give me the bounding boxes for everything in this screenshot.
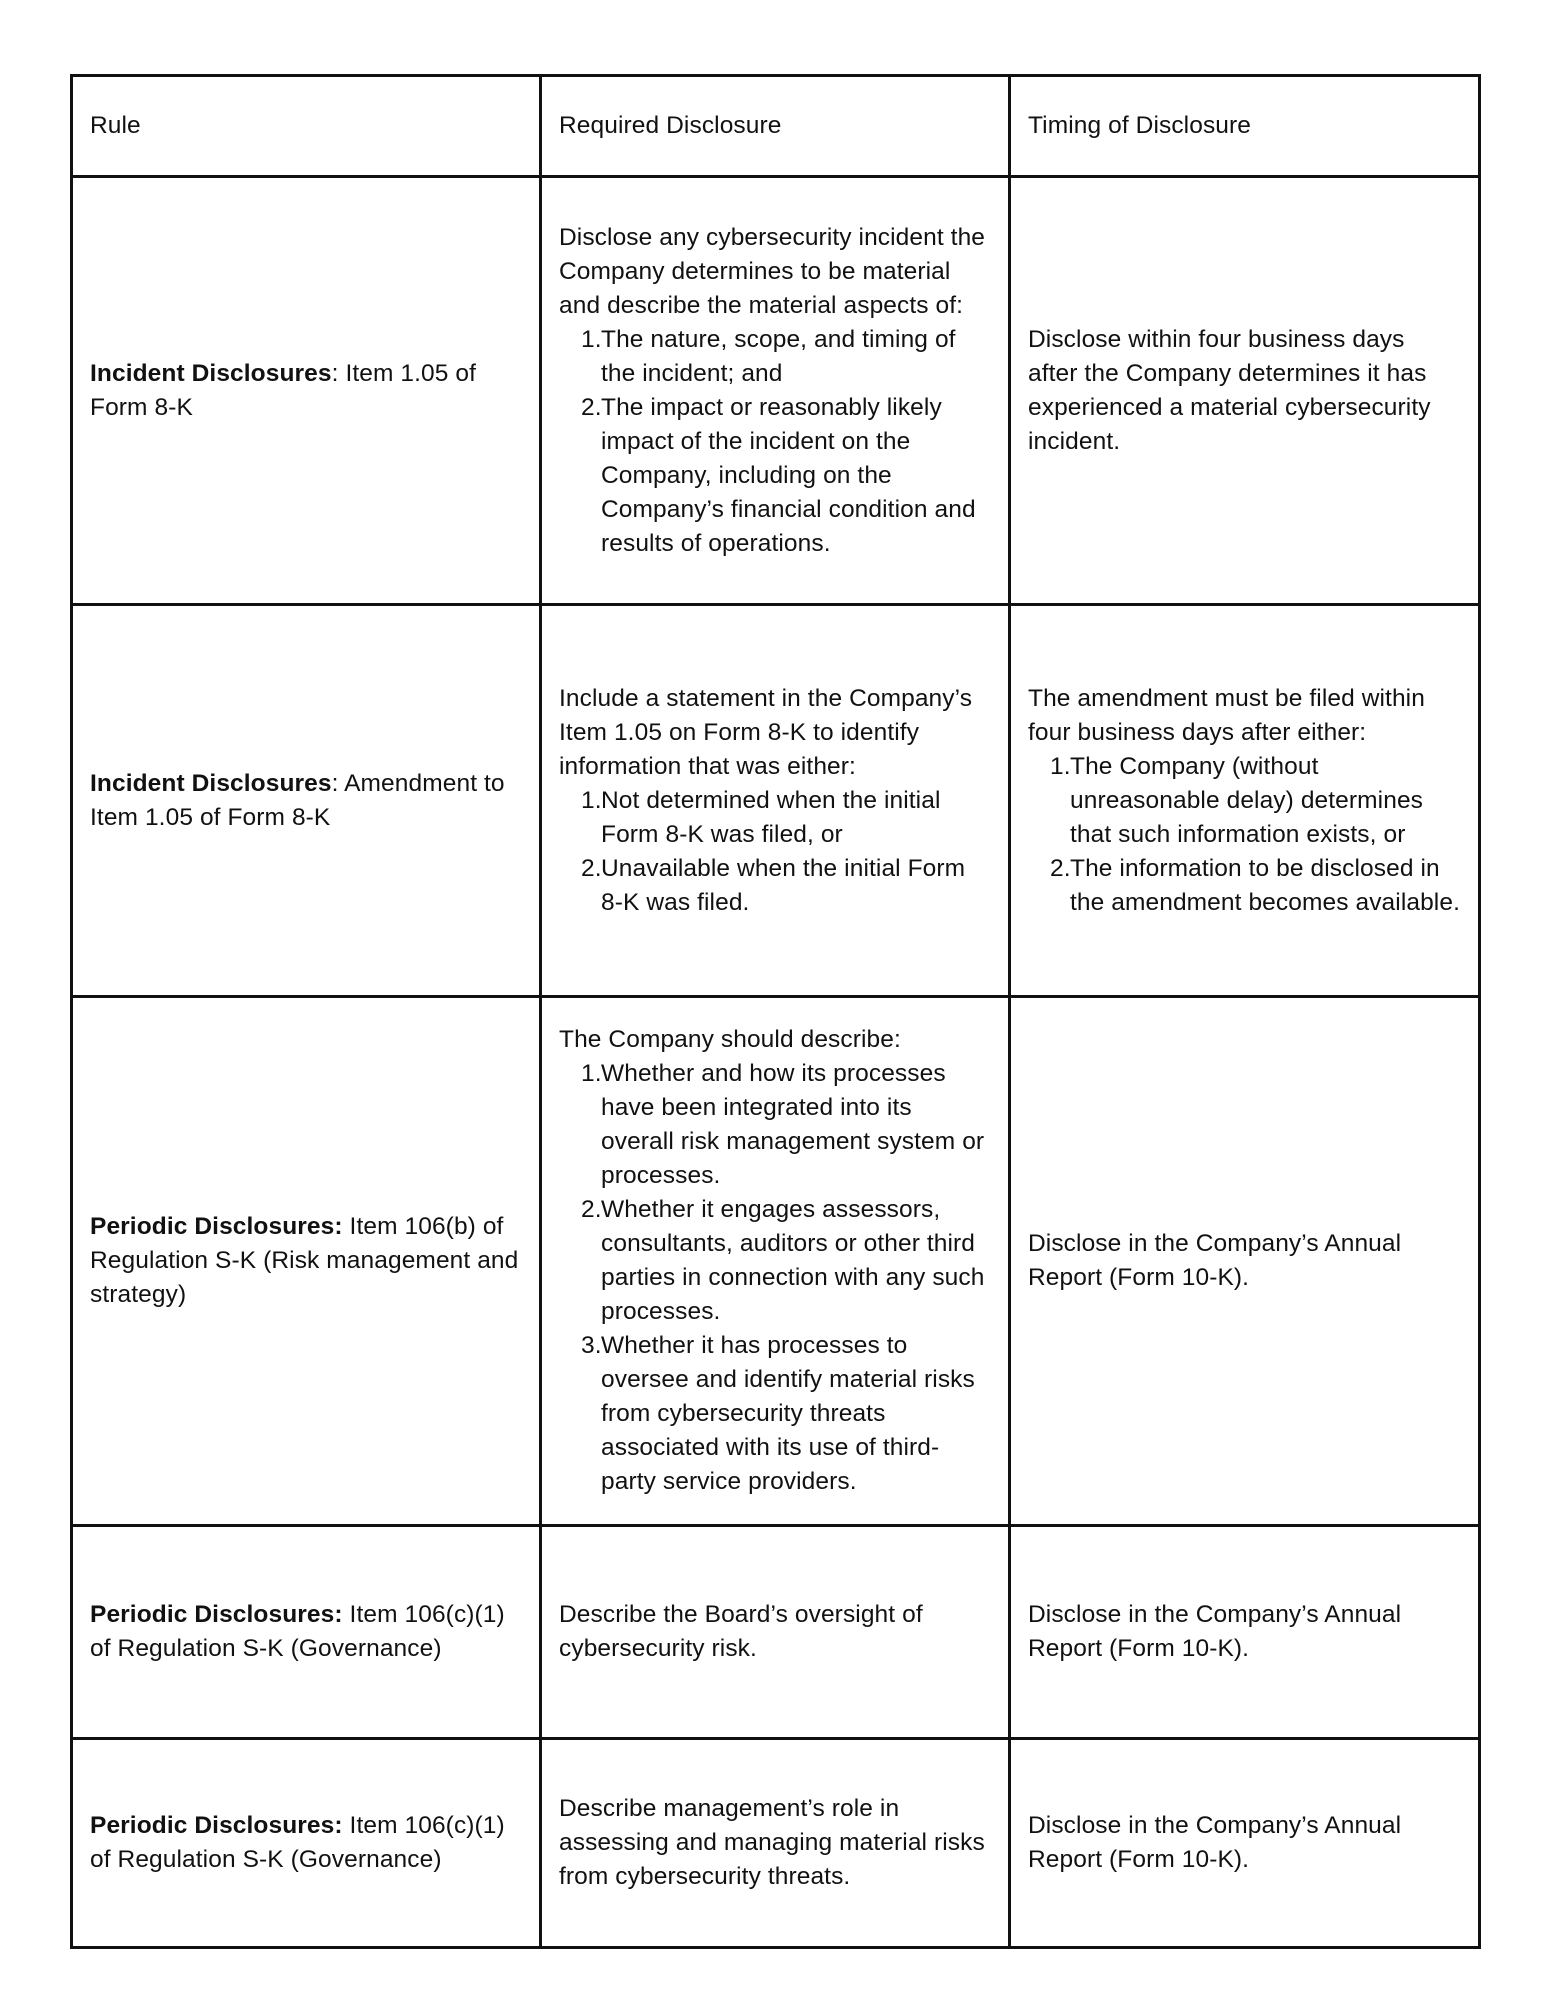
required-intro: Disclose any cybersecurity incident the Company determines to be material and describe the material aspects of: bbox=[559, 223, 986, 319]
list-item bbox=[1050, 750, 1460, 852]
table-row bbox=[72, 997, 1480, 1526]
rule-cell bbox=[72, 177, 541, 605]
timing-list bbox=[1028, 750, 1460, 920]
required-intro: Describe management’s role in assessing and managing material risks from cybersecurity threats. bbox=[559, 1795, 985, 1890]
rule-reference: Item 106(c)(1) of Regulation S-K (Governance) bbox=[90, 1812, 505, 1873]
list-text: Whether it has processes to oversee and identify material risks from cybersecurity threats associated with its use of third-party service providers. bbox=[601, 1332, 975, 1495]
list-item bbox=[581, 323, 990, 391]
rule-label: Periodic Disclosures: bbox=[90, 1601, 343, 1628]
required-intro: Include a statement in the Company’s Item 1.05 on Form 8-K to identify information that was either: bbox=[559, 684, 973, 780]
rule-reference: Item 106(c)(1) of Regulation S-K (Governance) bbox=[90, 1601, 505, 1662]
required-disclosure-cell bbox=[541, 1739, 1010, 1948]
required-intro: The Company should describe: bbox=[559, 1026, 901, 1053]
timing-text: Disclose in the Company’s Annual Report (Form 10-K). bbox=[1028, 1230, 1402, 1291]
required-list bbox=[559, 784, 990, 920]
list-number: 2. bbox=[581, 1196, 602, 1223]
list-text: The Company (without unreasonable delay) determines that such information exists, or bbox=[1070, 752, 1424, 848]
rule-label: Periodic Disclosures: bbox=[90, 1812, 343, 1839]
header-timing-of-disclosure: Timing of Disclosure bbox=[1010, 76, 1480, 177]
required-intro: Describe the Board’s oversight of cybersecurity risk. bbox=[559, 1601, 923, 1662]
rule-label: Incident Disclosures bbox=[90, 769, 332, 797]
timing-cell bbox=[1010, 997, 1480, 1526]
rule-cell bbox=[72, 1739, 541, 1948]
rule-cell bbox=[72, 1526, 541, 1739]
table-row bbox=[72, 1526, 1480, 1739]
list-text: The impact or reasonably likely impact of the incident on the Company, including on the Company’s financial condition and results of operations. bbox=[601, 393, 976, 557]
rule-cell bbox=[72, 605, 541, 997]
list-item bbox=[581, 1193, 990, 1329]
timing-text: Disclose in the Company’s Annual Report (Form 10-K). bbox=[1028, 1601, 1402, 1662]
rule-label: Incident Disclosures bbox=[90, 359, 332, 387]
timing-cell bbox=[1010, 605, 1480, 997]
list-text: Unavailable when the initial Form 8-K was filed. bbox=[601, 854, 966, 916]
required-disclosure-cell bbox=[541, 1526, 1010, 1739]
list-text: Whether it engages assessors, consultants, auditors or other third parties in connection with any such processes. bbox=[601, 1196, 985, 1325]
list-text: The nature, scope, and timing of the incident; and bbox=[601, 325, 956, 387]
timing-intro: The amendment must be filed within four business days after either: bbox=[1028, 684, 1425, 746]
timing-text: Disclose within four business days after the Company determines it has experienced a material cybersecurity incident. bbox=[1028, 325, 1431, 455]
list-item bbox=[581, 852, 990, 920]
list-number: 1. bbox=[581, 786, 602, 814]
list-number: 1. bbox=[581, 1060, 602, 1087]
header-required-disclosure: Required Disclosure bbox=[541, 76, 1010, 177]
list-item bbox=[581, 391, 990, 561]
header-rule: Rule bbox=[72, 76, 541, 177]
timing-cell bbox=[1010, 1739, 1480, 1948]
table-row bbox=[72, 177, 1480, 605]
list-number: 3. bbox=[581, 1332, 602, 1359]
list-number: 2. bbox=[581, 393, 602, 421]
list-item bbox=[581, 1057, 990, 1193]
list-item bbox=[581, 1329, 990, 1499]
rule-label: Periodic Disclosures: bbox=[90, 1213, 343, 1240]
rule-reference: : Amendment to Item 1.05 of Form 8-K bbox=[90, 769, 505, 831]
list-item bbox=[1050, 852, 1460, 920]
list-text: Not determined when the initial Form 8-K was filed, or bbox=[601, 786, 941, 848]
list-text: Whether and how its processes have been integrated into its overall risk management system or processes. bbox=[601, 1060, 985, 1189]
table-row bbox=[72, 1739, 1480, 1948]
rule-cell bbox=[72, 997, 541, 1526]
list-text: The information to be disclosed in the amendment becomes available. bbox=[1070, 854, 1460, 916]
table-row bbox=[72, 605, 1480, 997]
list-number: 1. bbox=[581, 325, 602, 353]
list-item bbox=[581, 784, 990, 852]
required-list bbox=[559, 1057, 990, 1499]
rule-reference: Item 106(b) of Regulation S-K (Risk management and strategy) bbox=[90, 1213, 519, 1308]
required-disclosure-cell bbox=[541, 605, 1010, 997]
list-number: 2. bbox=[581, 854, 602, 882]
list-number: 1. bbox=[1050, 752, 1071, 780]
disclosure-table bbox=[70, 74, 1481, 1949]
required-disclosure-cell bbox=[541, 997, 1010, 1526]
required-list bbox=[559, 323, 990, 561]
timing-cell bbox=[1010, 1526, 1480, 1739]
rule-reference: : Item 1.05 of Form 8-K bbox=[90, 359, 477, 421]
list-number: 2. bbox=[1050, 854, 1071, 882]
timing-cell bbox=[1010, 177, 1480, 605]
required-disclosure-cell bbox=[541, 177, 1010, 605]
table-header-row bbox=[72, 76, 1480, 177]
timing-text: Disclose in the Company’s Annual Report (Form 10-K). bbox=[1028, 1812, 1402, 1873]
